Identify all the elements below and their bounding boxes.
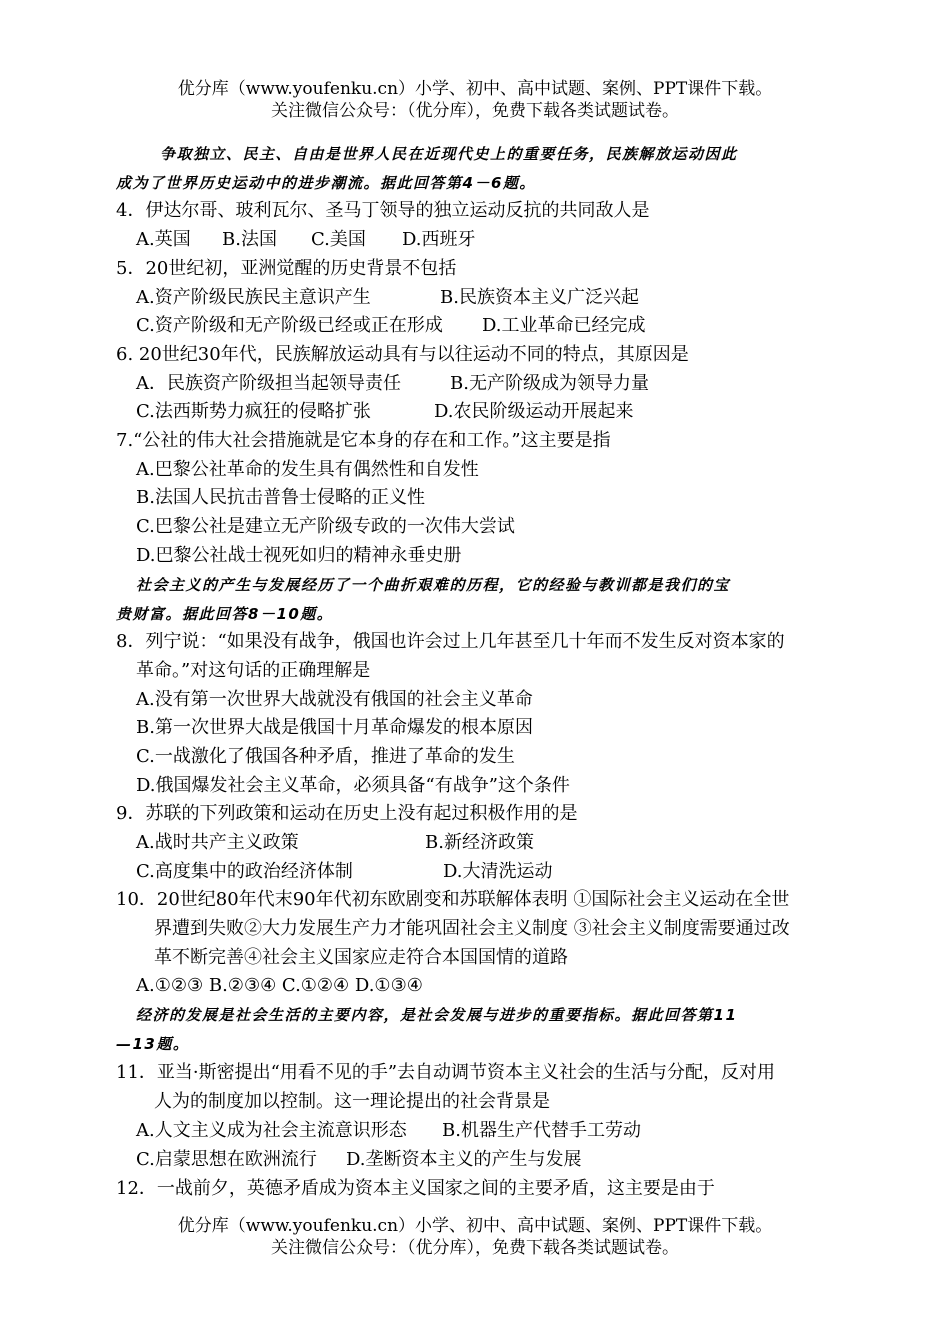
question-8-stem-line-2: 革命。”对这句话的正确理解是 — [136, 660, 371, 681]
page-header-line-2: 关注微信公众号：（优分库），免费下载各类试题试卷。 — [271, 101, 679, 121]
question-9-option-d: D.大清洗运动 — [443, 861, 553, 882]
section-intro-3-line-1: 经济的发展是社会生活的主要内容，是社会发展与进步的重要指标。据此回答第11 — [136, 1006, 738, 1024]
question-4-stem: 4．伊达尔哥、玻利瓦尔、圣马丁领导的独立运动反抗的共同敌人是 — [116, 200, 650, 221]
question-10-stem-line-2: 界遭到失败②大力发展生产力才能巩固社会主义制度 ③社会主义制度需要通过改 — [154, 918, 790, 939]
question-7-option-a: A.巴黎公社革命的发生具有偶然性和自发性 — [136, 459, 479, 480]
question-7-option-c: C.巴黎公社是建立无产阶级专政的一次伟大尝试 — [136, 516, 515, 537]
question-5-option-a: A.资产阶级民族民主意识产生 — [136, 287, 371, 308]
question-11-option-b: B.机器生产代替手工劳动 — [442, 1120, 641, 1141]
page-footer-line-1: 优分库（www.youfenku.cn）小学、初中、高中试题、案例、PPT课件下载。 — [177, 1216, 773, 1236]
question-9-option-c: C.高度集中的政治经济体制 — [136, 861, 353, 882]
question-11-stem-line-1: 11．亚当·斯密提出“用看不见的手”去自动调节资本主义社会的生活与分配，反对用 — [116, 1062, 776, 1083]
question-11-option-c: C.启蒙思想在欧洲流行 — [136, 1149, 317, 1170]
question-8-stem-line-1: 8．列宁说：“如果没有战争，俄国也许会过上几年甚至几十年而不发生反对资本家的 — [116, 631, 785, 652]
page-header-line-1: 优分库（www.youfenku.cn）小学、初中、高中试题、案例、PPT课件下载。 — [177, 79, 773, 99]
question-7-option-b: B.法国人民抗击普鲁士侵略的正义性 — [136, 487, 425, 508]
question-6-stem: 6. 20世纪30年代，民族解放运动具有与以往运动不同的特点，其原因是 — [116, 344, 689, 365]
question-6-option-b: B.无产阶级成为领导力量 — [450, 373, 649, 394]
question-9-stem: 9．苏联的下列政策和运动在历史上没有起过积极作用的是 — [116, 803, 578, 824]
question-4-option-c: C.美国 — [311, 229, 366, 250]
page-footer-line-2: 关注微信公众号：（优分库），免费下载各类试题试卷。 — [271, 1238, 679, 1258]
question-5-option-d: D.工业革命已经完成 — [482, 315, 646, 336]
question-5-option-b: B.民族资本主义广泛兴起 — [440, 287, 639, 308]
question-5-option-c: C.资产阶级和无产阶级已经或正在形成 — [136, 315, 443, 336]
question-8-option-b: B.第一次世界大战是俄国十月革命爆发的根本原因 — [136, 717, 533, 738]
question-9-option-b: B.新经济政策 — [425, 832, 534, 853]
question-4-option-b: B.法国 — [222, 229, 277, 250]
section-intro-3-line-2: —13题。 — [116, 1035, 190, 1053]
question-11-stem-line-2: 人为的制度加以控制。这一理论提出的社会背景是 — [154, 1091, 550, 1112]
question-6-option-a: A．民族资产阶级担当起领导责任 — [136, 373, 401, 394]
question-11-option-d: D.垄断资本主义的产生与发展 — [346, 1149, 582, 1170]
question-8-option-d: D.俄国爆发社会主义革命，必须具备“有战争”这个条件 — [136, 775, 570, 796]
section-intro-1-line-2: 成为了世界历史运动中的进步潮流。据此回答第4－6题。 — [116, 174, 536, 192]
section-intro-1-line-1: 争取独立、民主、自由是世界人民在近现代史上的重要任务，民族解放运动因此 — [160, 145, 738, 163]
question-6-option-d: D.农民阶级运动开展起来 — [434, 401, 634, 422]
question-10-stem-line-1: 10．20世纪80年代末90年代初东欧剧变和苏联解体表明 ①国际社会主义运动在全世 — [116, 889, 790, 910]
question-12-stem: 12．一战前夕，英德矛盾成为资本主义国家之间的主要矛盾，这主要是由于 — [116, 1178, 715, 1199]
question-8-option-a: A.没有第一次世界大战就没有俄国的社会主义革命 — [136, 689, 533, 710]
question-9-option-a: A.战时共产主义政策 — [136, 832, 299, 853]
question-6-option-c: C.法西斯势力疯狂的侵略扩张 — [136, 401, 371, 422]
question-10-stem-line-3: 革不断完善④社会主义国家应走符合本国国情的道路 — [154, 947, 568, 968]
question-8-option-c: C.一战激化了俄国各种矛盾，推进了革命的发生 — [136, 746, 515, 767]
question-11-option-a: A.人文主义成为社会主流意识形态 — [136, 1120, 407, 1141]
question-7-stem: 7.“公社的伟大社会措施就是它本身的存在和工作。”这主要是指 — [116, 430, 611, 451]
question-10-options: A.①②③ B.②③④ C.①②④ D.①③④ — [136, 975, 423, 996]
question-4-option-d: D.西班牙 — [402, 229, 476, 250]
question-4-option-a: A.英国 — [136, 229, 191, 250]
question-7-option-d: D.巴黎公社战士视死如归的精神永垂史册 — [136, 545, 462, 566]
section-intro-2-line-1: 社会主义的产生与发展经历了一个曲折艰难的历程，它的经验与教训都是我们的宝 — [136, 576, 731, 594]
question-5-stem: 5．20世纪初，亚洲觉醒的历史背景不包括 — [116, 258, 457, 279]
section-intro-2-line-2: 贵财富。据此回答8－10题。 — [116, 605, 334, 623]
